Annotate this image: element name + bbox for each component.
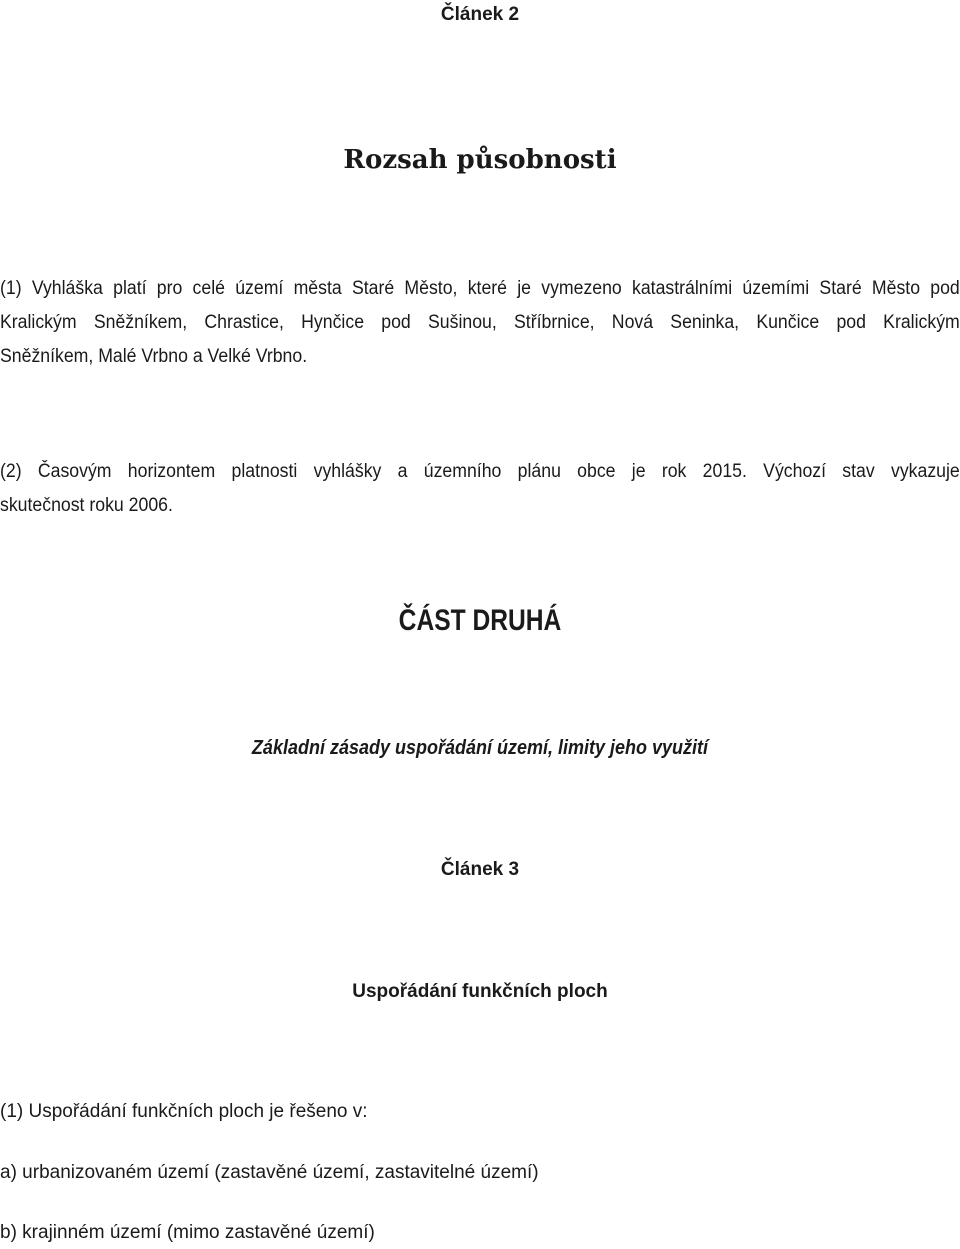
article-3-paragraph-1: (1) Uspořádání funkčních ploch je řešeno v:	[0, 1101, 368, 1122]
paragraph-line: Kralickým Sněžníkem, Chrastice, Hynčice pod Sušinou, Stříbrnice, Nová Seninka, Kunčice pod Kralickým	[0, 312, 960, 333]
list-item-b: b) krajinném území (mimo zastavěné území)	[0, 1222, 375, 1243]
list-item-a: a) urbanizovaném území (zastavěné území, zastavitelné území)	[0, 1162, 539, 1183]
paragraph-line: skutečnost roku 2006.	[0, 495, 173, 516]
paragraph-line: (1) Vyhláška platí pro celé území města Staré Město, které je vymezeno katastrálními územími Staré Město pod	[0, 278, 960, 299]
paragraph-line: (2) Časovým horizontem platnosti vyhlášky a územního plánu obce je rok 2015. Výchozí stav vykazuje	[0, 461, 960, 482]
article-3-title: Uspořádání funkčních ploch	[352, 981, 608, 1002]
article-2-heading: Článek 2	[440, 4, 520, 25]
paragraph-line: Sněžníkem, Malé Vrbno a Velké Vrbno.	[0, 346, 308, 367]
article-3-heading: Článek 3	[440, 859, 520, 880]
article-2-paragraph-1	[0, 272, 960, 374]
part-2-heading: ČÁST DRUHÁ	[398, 604, 562, 637]
article-2-title: Rozsah působnosti	[343, 145, 617, 175]
article-2-paragraph-2	[0, 455, 960, 523]
part-2-subtitle: Základní zásady uspořádání území, limity jeho využití	[251, 737, 709, 759]
